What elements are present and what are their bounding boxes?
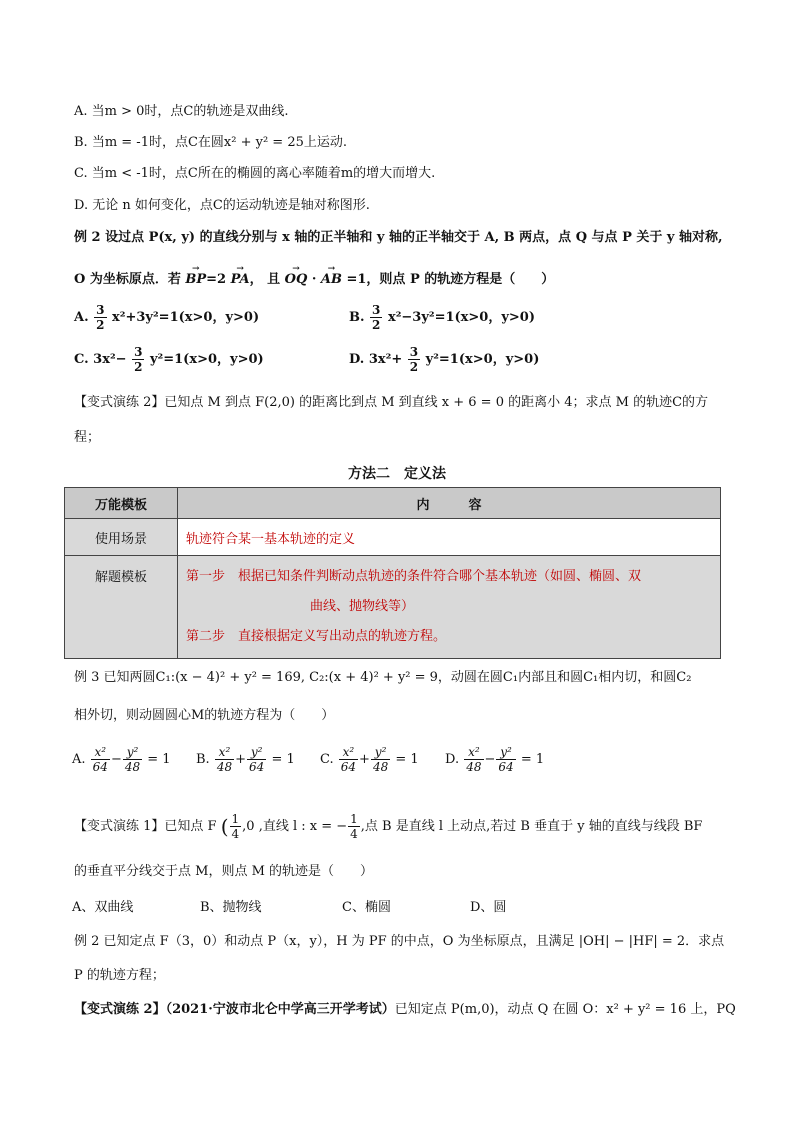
fraction: $\frac{3}{2}$ <box>96 303 105 332</box>
example2-line2-post: =1，则点 P 的轨迹方程是（ ） <box>346 272 555 287</box>
row1-content: 轨迹符合某一基本轨迹的定义 <box>178 519 721 556</box>
example2-line2-mid: 且 <box>267 272 281 287</box>
table-header-left: 万能模板 <box>65 488 178 519</box>
example2-option-d: D. 3x²+ $\frac{3}{2}$ y²=1(x>0，y>0) <box>349 345 540 374</box>
variant1-option-d: D、圆 <box>470 900 507 915</box>
eq-two: =2 <box>206 272 227 287</box>
choice-b: B. 当m = -1时，点C在圆x² + y² = 25上运动. <box>74 135 348 150</box>
fraction: $\frac{3}{2}$ <box>372 303 381 332</box>
variant1-option-b: B、抛物线 <box>200 900 262 915</box>
vector-ab: → AB <box>321 270 342 290</box>
variant2-line2: 程； <box>74 430 101 445</box>
variant1-option-c: C、椭圆 <box>342 900 391 915</box>
vector-pa: → PA <box>231 270 250 290</box>
example2-option-a: A. $\frac{3}{2}$ x²+3y²=1(x>0，y>0) <box>74 303 260 332</box>
example3-line1: 例 3 已知两圆C₁:(x − 4)² + y² = 169, C₂:(x + 4)² + y² = 9，动圆在圆C₁内部且和圆C₁相内切，和圆C₂ <box>74 670 692 685</box>
template-table <box>64 487 721 659</box>
vector-bp: → BP <box>185 270 206 290</box>
example2b-line2: P 的轨迹方程； <box>74 968 165 983</box>
variant1-line2: 的垂直平分线交于点 M，则点 M 的轨迹是（ ） <box>74 864 374 879</box>
row1-label: 使用场景 <box>65 519 178 556</box>
step1-line1: 第一步 根据已知条件判断动点轨迹的条件符合哪个基本轨迹（如圆、椭圆、双 <box>186 569 642 584</box>
example2-option-c: C. 3x²− $\frac{3}{2}$ y²=1(x>0，y>0) <box>74 345 264 374</box>
example3-option-a: A. $\frac{\text{x²}}{64}$ − $\frac{\text{y²}}{48}$ = 1 <box>72 745 171 774</box>
example3-option-b: B. $\frac{\text{x²}}{48}$ + $\frac{\text{y²}}{64}$ = 1 <box>196 745 295 774</box>
variant1-option-a: A、双曲线 <box>72 900 134 915</box>
example2-line1: 例 2 设过点 P(x, y) 的直线分别与 x 轴的正半轴和 y 轴的正半轴交于 A, B 两点，点 Q 与点 P 关于 y 轴对称, <box>74 230 723 245</box>
choice-c: C. 当m < -1时，点C所在的椭圆的离心率随着m的增大而增大. <box>74 166 436 181</box>
variant1-line1: 【变式演练 1】已知点 F ( $\frac{1}{4}$ ,0 ,直线 l : x = − $\frac{1}{4}$ ,点 B 是直线 l 上动点,若过 B 垂直于 y 轴的直线与线段 BF <box>74 812 703 841</box>
choice-a: A. 当m > 0时，点C的轨迹是双曲线. <box>74 104 289 119</box>
example2b-line1: 例 2 已知定点 F（3，0）和动点 P（x，y），H 为 PF 的中点，O 为坐标原点，且满足 |OH| − |HF| = 2．求点 <box>74 934 725 949</box>
table-header-right: 内 容 <box>178 488 721 519</box>
variant2-line1: 【变式演练 2】已知点 M 到点 F(2,0) 的距离比到点 M 到直线 x + 6 = 0 的距离小 4；求点 M 的轨迹C的方 <box>74 395 709 410</box>
example3-option-c: C. $\frac{\text{x²}}{64}$ + $\frac{\text{y²}}{48}$ = 1 <box>320 745 419 774</box>
example2-option-b: B. $\frac{3}{2}$ x²−3y²=1(x>0，y>0) <box>349 303 535 332</box>
vector-oq: → OQ <box>285 270 308 290</box>
step2-line: 第二步 直接根据定义写出动点的轨迹方程。 <box>186 629 447 644</box>
example2-line2: O 为坐标原点．若 → BP=2 → PA， 且 → OQ · → AB =1，则点 P 的轨迹方程是（ ） <box>74 270 734 290</box>
fraction: $\frac{3}{2}$ <box>409 345 419 374</box>
choice-d: D. 无论 n 如何变化，点C的运动轨迹是轴对称图形. <box>74 198 370 213</box>
example2-line2-pre: O 为坐标原点．若 <box>74 272 181 287</box>
example3-line2: 相外切，则动圆圆心M的轨迹方程为（ ） <box>74 708 335 723</box>
fraction: $\frac{3}{2}$ <box>134 345 143 374</box>
variant2b-line: 【变式演练 2】（2021·宁波市北仑中学高三开学考试）已知定点 P(m,0)，动点 Q 在圆 O：x² + y² = 16 上，PQ <box>74 1002 736 1017</box>
method-title: 方法二 定义法 <box>348 466 446 482</box>
row2-content <box>178 556 721 659</box>
row2-label: 解题模板 <box>65 556 178 659</box>
step1-line2: 曲线、抛物线等） <box>310 599 415 614</box>
example3-option-d: D. $\frac{\text{x²}}{48}$ − $\frac{\text{y²}}{64}$ = 1 <box>445 745 545 774</box>
